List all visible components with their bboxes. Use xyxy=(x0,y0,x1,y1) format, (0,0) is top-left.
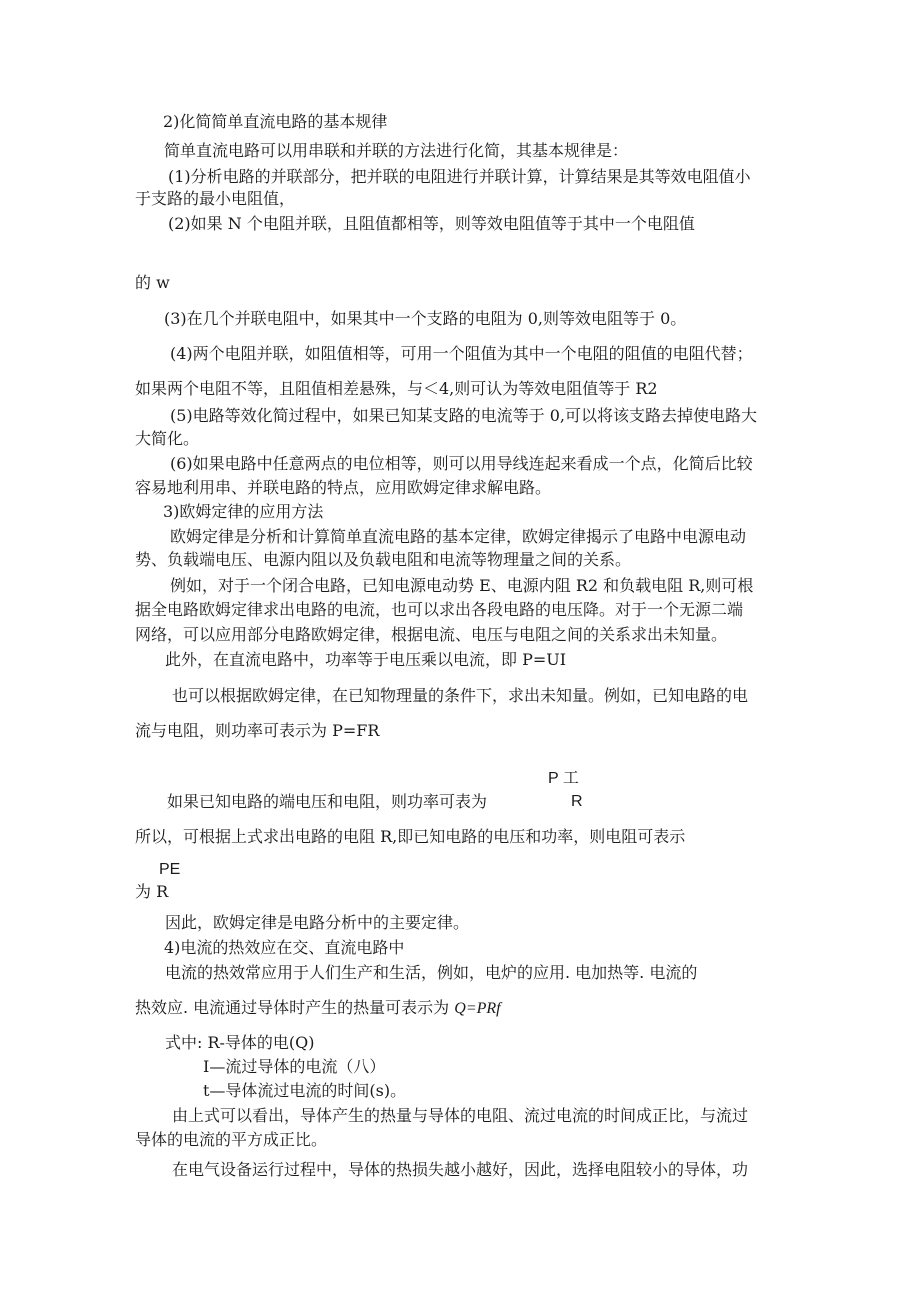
heading-4: 4)电流的热效应在交、直流电路中 xyxy=(164,938,405,957)
paragraph-line: 网络，可以应用部分电路欧姆定律，根据电流、电压与电阻之间的关系求出未知量。 xyxy=(135,625,728,644)
paragraph-line: (4)两个电阻并联，如阻值相等，可用一个阻值为其中一个电阻的阻值的电阻代替； xyxy=(170,344,753,363)
heading-3: 3)欧姆定律的应用方法 xyxy=(163,502,324,521)
paragraph-line: 也可以根据欧姆定律，在已知物理量的条件下，求出未知量。例如，已知电路的电 xyxy=(172,686,749,705)
paragraph-line: 势、负载端电压、电源内阻以及负载电阻和电流等物理量之间的关系。 xyxy=(135,550,632,569)
definition-line: 式中: R-导体的电(Q) xyxy=(165,1033,315,1052)
paragraph-text: 热效应. 电流通过导体时产生的热量可表示为 xyxy=(135,998,450,1017)
paragraph-line: (5)电路等效化简过程中，如果已知某支路的电流等于 0,可以将该支路去掉使电路大 xyxy=(170,406,758,425)
formula-numerator: PE xyxy=(159,861,181,878)
paragraph-line: 简单直流电路可以用串联和并联的方法进行化简，其基本规律是： xyxy=(164,141,629,160)
paragraph-line: 于支路的最小电阻值， xyxy=(135,189,296,208)
paragraph-line: 为 R xyxy=(135,882,169,901)
paragraph-line: 如果已知电路的端电压和电阻，则功率可表为 xyxy=(167,792,488,811)
paragraph-line: 例如，对于一个闭合电路，已知电源电动势 E、电源内阻 R2 和负载电阻 R,则可根 xyxy=(170,576,754,595)
paragraph-line: 的 w xyxy=(135,273,170,292)
definition-line: I—流过导体的电流（八） xyxy=(203,1057,386,1076)
paragraph-line: 据全电路欧姆定律求出电路的电流，也可以求出各段电路的电压降。对于一个无源二端 xyxy=(135,600,744,619)
definition-line: t—导体流过电流的时间(s)。 xyxy=(203,1081,407,1100)
formula-denominator: R xyxy=(571,793,583,810)
paragraph-line: 由上式可以看出，导体产生的热量与导体的电阻、流过电流的时间成正比，与流过 xyxy=(172,1106,749,1125)
paragraph-line: 电流的热效常应用于人们生产和生活，例如，电炉的应用. 电加热等. 电流的 xyxy=(165,963,698,982)
paragraph-line: (2)如果 N 个电阻并联，且阻值都相等，则等效电阻值等于其中一个电阻值 xyxy=(168,214,695,233)
paragraph-line: 欧姆定律是分析和计算简单直流电路的基本定律，欧姆定律揭示了电路中电源电动 xyxy=(170,527,747,546)
paragraph-line xyxy=(135,998,501,1019)
paragraph-line: 此外，在直流电路中，功率等于电压乘以电流，即 P=UI xyxy=(165,650,567,669)
paragraph-line: 所以，可根据上式求出电路的电阻 R,即已知电路的电压和功率，则电阻可表示 xyxy=(135,827,686,846)
paragraph-line: (3)在几个并联电阻中，如果其中一个支路的电阻为 0,则等效电阻等于 0。 xyxy=(164,309,687,328)
heat-formula: Q=PRf xyxy=(454,1000,501,1017)
paragraph-line: (1)分析电路的并联部分，把并联的电阻进行并联计算，计算结果是其等效电阻值小 xyxy=(168,167,751,186)
heading-2: 2)化简简单直流电路的基本规律 xyxy=(163,112,388,131)
formula-numerator: P 工 xyxy=(548,770,579,787)
paragraph-line: 如果两个电阻不等，且阻值相差悬殊，与＜4,则可认为等效电阻值等于 R2 xyxy=(135,379,658,398)
paragraph-line: 在电气设备运行过程中，导体的热损失越小越好，因此，选择电阻较小的导体，功 xyxy=(172,1160,749,1179)
paragraph-line: 因此，欧姆定律是电路分析中的主要定律。 xyxy=(165,913,470,932)
paragraph-line: (6)如果电路中任意两点的电位相等，则可以用导线连起来看成一个点，化简后比较 xyxy=(170,454,753,473)
paragraph-line: 导体的电流的平方成正比。 xyxy=(135,1130,328,1149)
paragraph-line: 大简化。 xyxy=(135,429,200,448)
paragraph-line: 流与电阻，则功率可表示为 P=FR xyxy=(135,721,380,740)
paragraph-line: 容易地利用串、并联电路的特点，应用欧姆定律求解电路。 xyxy=(135,478,552,497)
